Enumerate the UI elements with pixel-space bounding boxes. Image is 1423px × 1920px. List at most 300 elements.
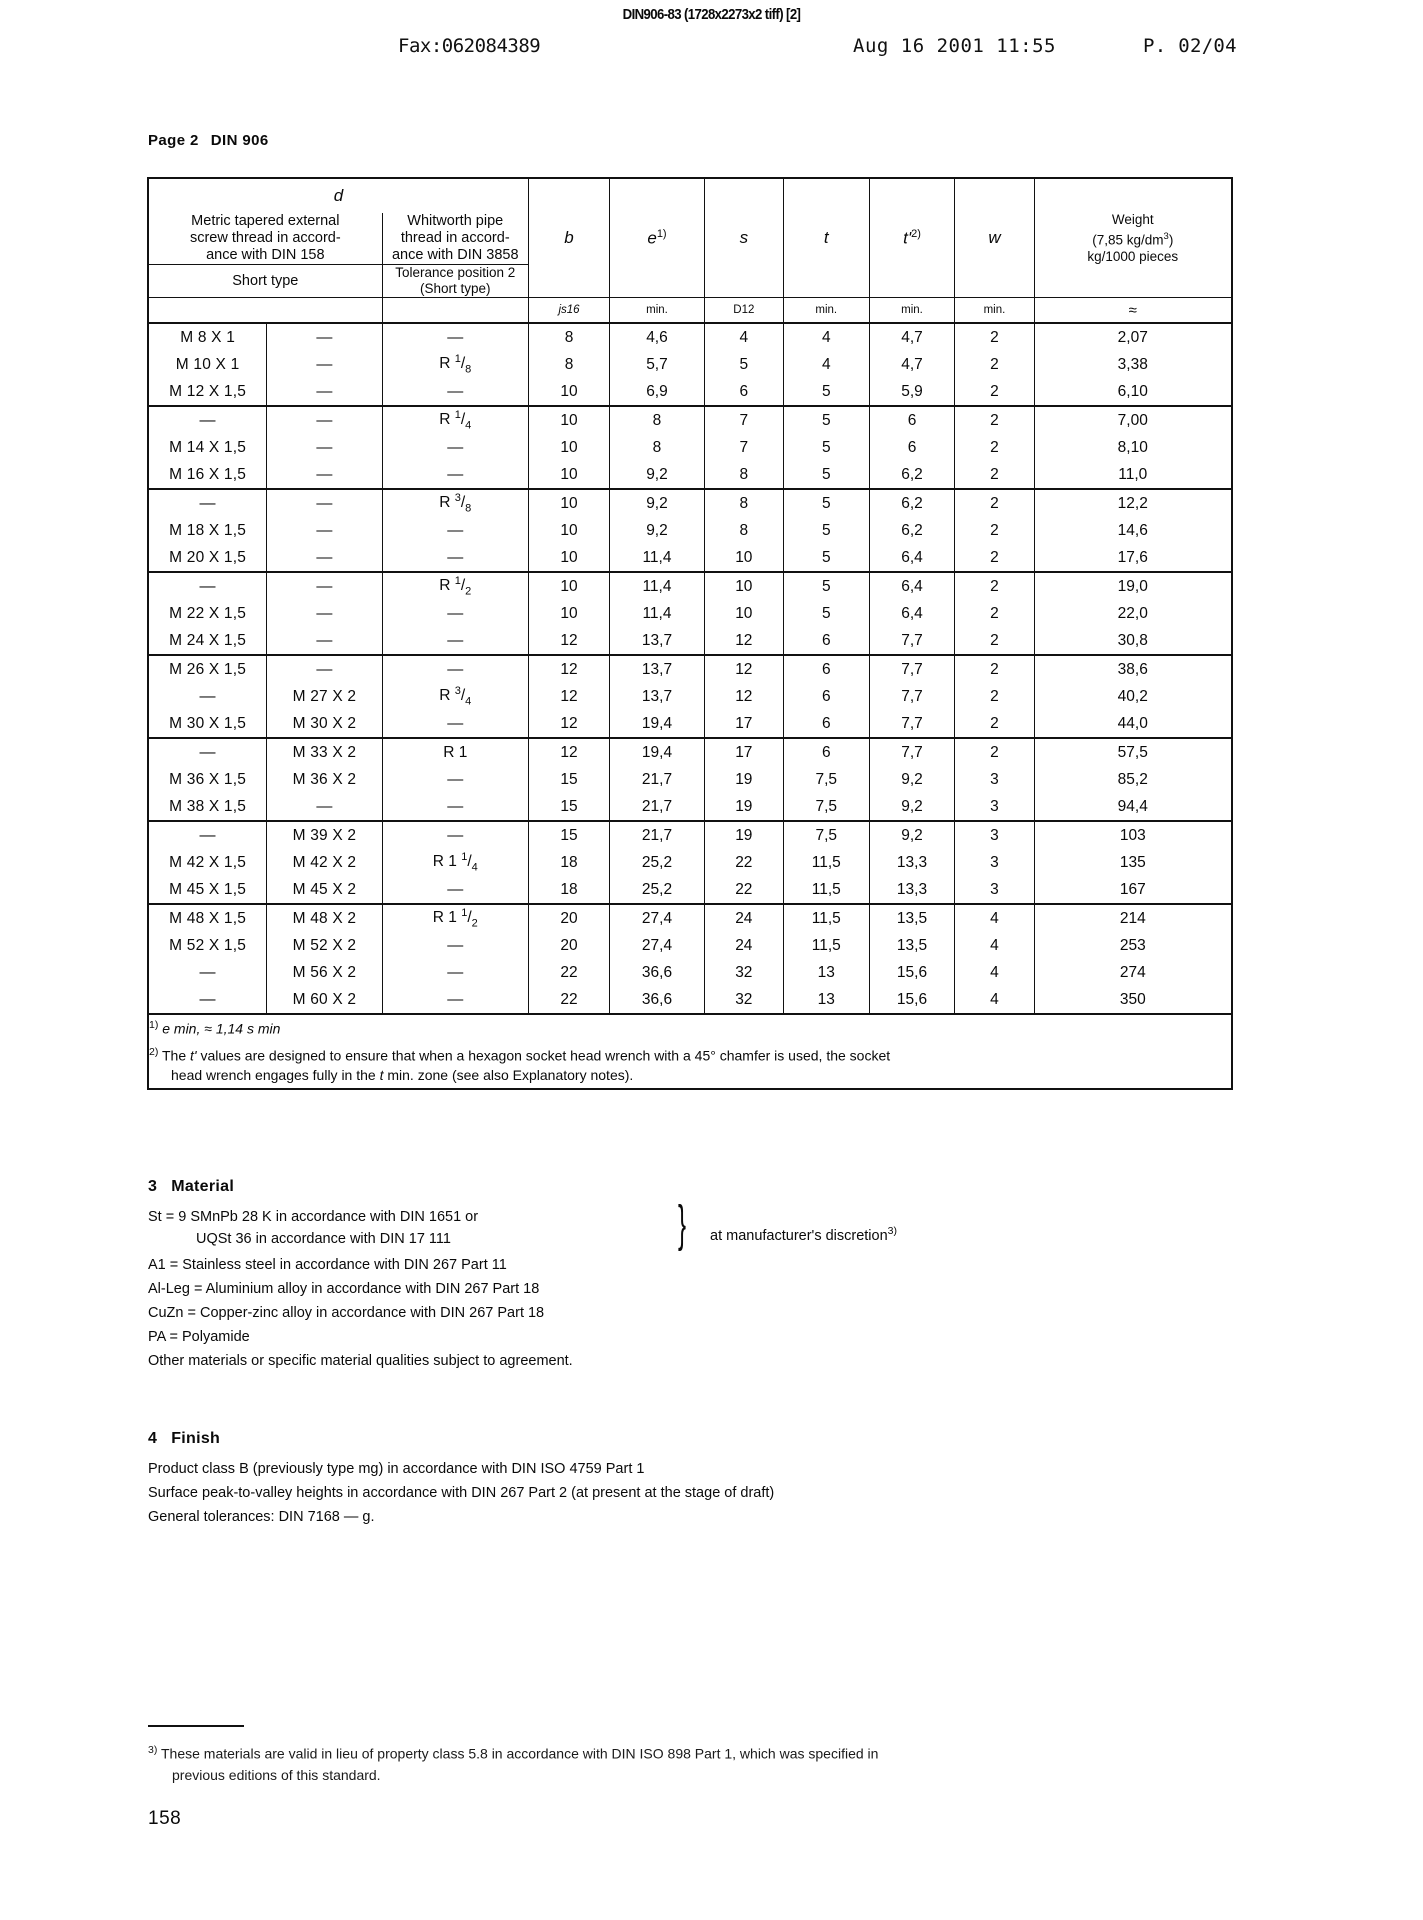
cell-w: 2: [955, 544, 1034, 572]
cell-b: 8: [528, 351, 609, 378]
cell-pipe-thread: —: [382, 821, 528, 849]
cell-pipe-thread: R $^3/_8$: [382, 489, 528, 517]
cell-t-prime: 6,2: [869, 489, 955, 517]
fax-document-title: DIN906-83 (1728x2273x2 tiff) [2]: [622, 6, 801, 23]
cell-t: 6: [783, 710, 869, 738]
cell-weight: 22,0: [1034, 600, 1232, 627]
cell-weight: 167: [1034, 876, 1232, 904]
cell-t: 5: [783, 434, 869, 461]
cell-t: 7,5: [783, 793, 869, 821]
cell-t-prime: 6,2: [869, 517, 955, 544]
cell-t: 6: [783, 683, 869, 710]
cell-e: 21,7: [610, 766, 705, 793]
cell-t: 5: [783, 544, 869, 572]
cell-metric-thread: M 12 X 1,5: [148, 378, 267, 406]
cell-s: 4: [704, 323, 783, 351]
cell-metric-thread-2: M 52 X 2: [267, 932, 382, 959]
cell-metric-thread-2: M 27 X 2: [267, 683, 382, 710]
cell-metric-thread-2: M 45 X 2: [267, 876, 382, 904]
material-line-a1: A1 = Stainless steel in accordance with DIN 267 Part 11: [148, 1257, 507, 1273]
cell-b: 8: [528, 323, 609, 351]
cell-t-prime: 4,7: [869, 323, 955, 351]
cell-pipe-thread: R 1 $^1/_4$: [382, 849, 528, 876]
cell-s: 19: [704, 793, 783, 821]
header-label-e-sup: 1): [656, 227, 667, 240]
cell-b: 15: [528, 793, 609, 821]
cell-t: 6: [783, 738, 869, 766]
cell-e: 36,6: [610, 959, 705, 986]
cell-weight: 214: [1034, 904, 1232, 932]
header-label-s: s: [739, 228, 749, 247]
cell-metric-thread-2: M 36 X 2: [267, 766, 382, 793]
cell-w: 2: [955, 323, 1034, 351]
cell-w: 2: [955, 489, 1034, 517]
cell-s: 10: [704, 572, 783, 600]
cell-t: 5: [783, 489, 869, 517]
cell-b: 20: [528, 904, 609, 932]
cell-metric-thread-2: —: [267, 627, 382, 655]
cell-weight: 274: [1034, 959, 1232, 986]
cell-e: 27,4: [610, 904, 705, 932]
cell-metric-thread-2: —: [267, 406, 382, 434]
header-unit-b: js16: [528, 298, 609, 324]
cell-s: 24: [704, 904, 783, 932]
table-row: [148, 655, 1232, 683]
cell-b: 10: [528, 461, 609, 489]
cell-weight: 30,8: [1034, 627, 1232, 655]
cell-metric-thread: M 52 X 1,5: [148, 932, 267, 959]
cell-weight: 103: [1034, 821, 1232, 849]
cell-t: 5: [783, 378, 869, 406]
footnote-1: $^{1)}$ e min, ≈ 1,14 s min: [149, 1019, 281, 1037]
cell-t-prime: 7,7: [869, 627, 955, 655]
cell-t-prime: 9,2: [869, 766, 955, 793]
cell-e: 9,2: [610, 517, 705, 544]
cell-b: 22: [528, 959, 609, 986]
section-finish: [148, 1430, 1248, 1530]
table-row: [148, 959, 1232, 986]
page-footnote-3-line2: previous editions of this standard.: [172, 1766, 381, 1783]
header-unit-t-prime: min.: [869, 298, 955, 324]
cell-pipe-thread: R 1 $^1/_2$: [382, 904, 528, 932]
header-label-e: e: [647, 228, 657, 248]
cell-s: 10: [704, 544, 783, 572]
cell-b: 10: [528, 434, 609, 461]
cell-s: 7: [704, 434, 783, 461]
section-finish-title: Finish: [171, 1430, 221, 1447]
header-cell-t: [783, 178, 869, 298]
cell-pipe-thread: —: [382, 986, 528, 1014]
cell-t-prime: 6,4: [869, 600, 955, 627]
cell-metric-thread: —: [148, 986, 267, 1014]
cell-t-prime: 13,5: [869, 932, 955, 959]
cell-pipe-thread: —: [382, 655, 528, 683]
cell-w: 2: [955, 738, 1034, 766]
cell-b: 12: [528, 627, 609, 655]
table-row: [148, 461, 1232, 489]
header-unit-s: D12: [704, 298, 783, 324]
cell-t: 5: [783, 572, 869, 600]
cell-w: 2: [955, 517, 1034, 544]
cell-metric-thread-2: M 60 X 2: [267, 986, 382, 1014]
cell-w: 3: [955, 849, 1034, 876]
cell-s: 10: [704, 600, 783, 627]
cell-t: 7,5: [783, 821, 869, 849]
cell-t-prime: 6,4: [869, 572, 955, 600]
finish-line-product-class: Product class B (previously type mg) in accordance with DIN ISO 4759 Part 1: [148, 1461, 645, 1477]
table-row: [148, 904, 1232, 932]
material-line-alleg: Al-Leg = Aluminium alloy in accordance with DIN 267 Part 18: [148, 1281, 540, 1297]
cell-t-prime: 13,3: [869, 876, 955, 904]
header-weight-line3: kg/1000 pieces: [1087, 249, 1179, 265]
cell-t: 5: [783, 461, 869, 489]
table-row: [148, 849, 1232, 876]
cell-e: 11,4: [610, 544, 705, 572]
cell-b: 18: [528, 876, 609, 904]
cell-b: 10: [528, 517, 609, 544]
cell-s: 32: [704, 986, 783, 1014]
cell-metric-thread: M 16 X 1,5: [148, 461, 267, 489]
cell-metric-thread-2: —: [267, 378, 382, 406]
section-material: [148, 1178, 1248, 1374]
cell-t: 11,5: [783, 932, 869, 959]
cell-metric-thread: M 38 X 1,5: [148, 793, 267, 821]
cell-metric-thread-2: M 42 X 2: [267, 849, 382, 876]
cell-s: 17: [704, 710, 783, 738]
cell-w: 2: [955, 434, 1034, 461]
dimensions-table-container: [147, 177, 1233, 1090]
table-row: [148, 986, 1232, 1014]
cell-s: 22: [704, 876, 783, 904]
cell-pipe-thread: R $^1/_2$: [382, 572, 528, 600]
material-steel-group: [148, 1196, 1248, 1252]
cell-pipe-thread: R 1: [382, 738, 528, 766]
cell-w: 2: [955, 655, 1034, 683]
cell-w: 2: [955, 627, 1034, 655]
cell-e: 21,7: [610, 821, 705, 849]
cell-pipe-thread: —: [382, 434, 528, 461]
header-unit-weight: ≈: [1034, 298, 1232, 324]
cell-metric-thread-2: —: [267, 572, 382, 600]
cell-w: 3: [955, 766, 1034, 793]
cell-s: 12: [704, 655, 783, 683]
cell-b: 15: [528, 821, 609, 849]
table-row: [148, 738, 1232, 766]
cell-metric-thread: M 45 X 1,5: [148, 876, 267, 904]
cell-t: 11,5: [783, 876, 869, 904]
header-cell-d: d: [148, 178, 528, 213]
header-weight-line2: (7,85 $kg/dm^3$): [1092, 230, 1174, 248]
cell-t: 13: [783, 986, 869, 1014]
page-label: [148, 132, 269, 149]
cell-w: 2: [955, 406, 1034, 434]
cell-t-prime: 7,7: [869, 710, 955, 738]
cell-metric-thread: —: [148, 683, 267, 710]
cell-w: 4: [955, 904, 1034, 932]
page-label-page: Page 2: [148, 132, 199, 149]
cell-t: 5: [783, 600, 869, 627]
cell-pipe-thread: —: [382, 600, 528, 627]
cell-e: 27,4: [610, 932, 705, 959]
cell-metric-thread-2: —: [267, 351, 382, 378]
cell-s: 12: [704, 627, 783, 655]
section-material-body: [148, 1196, 1248, 1372]
cell-t-prime: 6,4: [869, 544, 955, 572]
cell-weight: 38,6: [1034, 655, 1232, 683]
cell-metric-thread: —: [148, 489, 267, 517]
cell-s: 5: [704, 351, 783, 378]
cell-e: 8: [610, 406, 705, 434]
cell-metric-thread: M 48 X 1,5: [148, 904, 267, 932]
table-row: [148, 793, 1232, 821]
footnote-divider: [148, 1725, 244, 1727]
cell-weight: 6,10: [1034, 378, 1232, 406]
header-label-t-prime: t': [903, 228, 912, 248]
cell-e: 13,7: [610, 683, 705, 710]
cell-metric-thread: M 14 X 1,5: [148, 434, 267, 461]
fax-header-line: [0, 35, 1423, 65]
cell-w: 3: [955, 793, 1034, 821]
table-row: [148, 517, 1232, 544]
table-row: [148, 932, 1232, 959]
page-footnote-3-line1: These materials are valid in lieu of property class 5.8 in accordance with DIN ISO 898 Part 1, which was specified in: [160, 1745, 879, 1762]
footnote-2: $^{2)}$ The t' values are designed to ensure that when a hexagon socket head wrench with a 45° chamfer is used, the socket head wrench engages fully in the t min. zone (see also Explanatory notes).: [149, 1042, 1231, 1086]
cell-pipe-thread: —: [382, 461, 528, 489]
table-footnote-cell: [148, 1014, 1232, 1089]
header-label-w: w: [988, 228, 1001, 247]
cell-e: 13,7: [610, 627, 705, 655]
finish-line-surface: Surface peak-to-valley heights in accordance with DIN 267 Part 2 (at present at the stage of draft): [148, 1485, 775, 1501]
cell-b: 10: [528, 572, 609, 600]
cell-b: 12: [528, 683, 609, 710]
table-footnotes: [148, 1014, 1232, 1089]
cell-e: 11,4: [610, 600, 705, 627]
cell-b: 12: [528, 655, 609, 683]
cell-e: 13,7: [610, 655, 705, 683]
fax-timestamp: Aug 16 2001 11:55: [853, 35, 1056, 57]
header-label-b: b: [564, 228, 574, 247]
cell-weight: 94,4: [1034, 793, 1232, 821]
cell-t: 5: [783, 406, 869, 434]
cell-metric-thread-2: —: [267, 544, 382, 572]
page-number: 158: [148, 1808, 182, 1829]
cell-e: 5,7: [610, 351, 705, 378]
cell-e: 4,6: [610, 323, 705, 351]
cell-w: 4: [955, 959, 1034, 986]
header-cell-s: [704, 178, 783, 298]
cell-b: 15: [528, 766, 609, 793]
page-label-standard: DIN 906: [210, 132, 269, 149]
cell-t: 4: [783, 351, 869, 378]
cell-w: 2: [955, 710, 1034, 738]
cell-weight: 3,38: [1034, 351, 1232, 378]
header-unit-e: min.: [610, 298, 705, 324]
section-finish-body: [148, 1458, 1248, 1528]
cell-b: 10: [528, 378, 609, 406]
cell-metric-thread-2: M 56 X 2: [267, 959, 382, 986]
cell-metric-thread-2: —: [267, 793, 382, 821]
page-footnote-3-marker: 3): [148, 1744, 158, 1756]
cell-metric-thread: M 20 X 1,5: [148, 544, 267, 572]
cell-t-prime: 13,3: [869, 849, 955, 876]
cell-pipe-thread: —: [382, 627, 528, 655]
cell-metric-thread: —: [148, 406, 267, 434]
cell-e: 11,4: [610, 572, 705, 600]
cell-b: 10: [528, 406, 609, 434]
cell-weight: 8,10: [1034, 434, 1232, 461]
cell-s: 24: [704, 932, 783, 959]
cell-t: 5: [783, 517, 869, 544]
cell-metric-thread-2: M 39 X 2: [267, 821, 382, 849]
table-row: [148, 378, 1232, 406]
cell-b: 18: [528, 849, 609, 876]
cell-b: 10: [528, 489, 609, 517]
header-cell-whitworth-thread: Whitworth pipe thread in accord- ance with DIN 3858: [382, 213, 528, 265]
cell-pipe-thread: —: [382, 793, 528, 821]
cell-metric-thread-2: —: [267, 489, 382, 517]
cell-e: 25,2: [610, 876, 705, 904]
section-material-heading: [148, 1178, 1248, 1196]
cell-e: 19,4: [610, 710, 705, 738]
cell-t-prime: 4,7: [869, 351, 955, 378]
table-row: [148, 572, 1232, 600]
cell-b: 22: [528, 986, 609, 1014]
section-finish-heading: [148, 1430, 1248, 1448]
cell-e: 19,4: [610, 738, 705, 766]
cell-metric-thread: —: [148, 738, 267, 766]
table-row: [148, 489, 1232, 517]
cell-pipe-thread: —: [382, 959, 528, 986]
cell-b: 12: [528, 710, 609, 738]
header-cell-e: [610, 178, 705, 298]
cell-b: 10: [528, 544, 609, 572]
table-row: [148, 544, 1232, 572]
cell-s: 6: [704, 378, 783, 406]
material-discretion-note: at manufacturer's discretion$^{3)}$: [710, 1225, 897, 1244]
cell-t-prime: 7,7: [869, 655, 955, 683]
header-unit-t: min.: [783, 298, 869, 324]
table-row: [148, 876, 1232, 904]
cell-s: 8: [704, 461, 783, 489]
cell-metric-thread: M 36 X 1,5: [148, 766, 267, 793]
cell-weight: 44,0: [1034, 710, 1232, 738]
cell-metric-thread: M 10 X 1: [148, 351, 267, 378]
table-row: [148, 766, 1232, 793]
material-line-uqst: UQSt 36 in accordance with DIN 17 111: [196, 1231, 451, 1247]
header-row-units: [148, 298, 1232, 324]
cell-weight: 14,6: [1034, 517, 1232, 544]
header-cell-tolerance-position: Tolerance position 2 (Short type): [382, 265, 528, 298]
cell-t-prime: 6: [869, 434, 955, 461]
header-cell-metric-thread: Metric tapered external screw thread in accord- ance with DIN 158: [148, 213, 382, 265]
cell-weight: 19,0: [1034, 572, 1232, 600]
header-cell-b: [528, 178, 609, 298]
header-cell-t-prime: [869, 178, 955, 298]
cell-metric-thread-2: —: [267, 600, 382, 627]
cell-weight: 12,2: [1034, 489, 1232, 517]
table-row: [148, 600, 1232, 627]
cell-e: 9,2: [610, 489, 705, 517]
cell-pipe-thread: R $^1/_4$: [382, 406, 528, 434]
table-header: [148, 178, 1232, 323]
cell-s: 7: [704, 406, 783, 434]
cell-e: 21,7: [610, 793, 705, 821]
cell-metric-thread: M 42 X 1,5: [148, 849, 267, 876]
cell-t-prime: 6,2: [869, 461, 955, 489]
header-unit-w: min.: [955, 298, 1034, 324]
cell-t-prime: 6: [869, 406, 955, 434]
cell-weight: 40,2: [1034, 683, 1232, 710]
table-row: [148, 434, 1232, 461]
cell-s: 8: [704, 489, 783, 517]
cell-s: 22: [704, 849, 783, 876]
table-row: [148, 821, 1232, 849]
cell-t-prime: 9,2: [869, 793, 955, 821]
cell-weight: 135: [1034, 849, 1232, 876]
cell-w: 3: [955, 876, 1034, 904]
cell-w: 2: [955, 683, 1034, 710]
cell-weight: 11,0: [1034, 461, 1232, 489]
cell-b: 12: [528, 738, 609, 766]
fax-page-counter: P. 02/04: [1143, 35, 1237, 57]
cell-metric-thread: —: [148, 572, 267, 600]
header-cell-short-type: Short type: [148, 265, 382, 298]
cell-metric-thread-2: —: [267, 655, 382, 683]
section-material-title: Material: [171, 1178, 235, 1195]
cell-s: 12: [704, 683, 783, 710]
table-row: [148, 683, 1232, 710]
cell-b: 10: [528, 600, 609, 627]
page-footnote-3: [148, 1740, 1238, 1786]
cell-t-prime: 7,7: [869, 738, 955, 766]
header-row-d: [148, 178, 1232, 213]
cell-e: 8: [610, 434, 705, 461]
header-label-t: t: [823, 228, 829, 247]
cell-t-prime: 9,2: [869, 821, 955, 849]
header-cell-w: [955, 178, 1034, 298]
footnote-2-line2: head wrench engages fully in the t min. zone (see also Explanatory notes).: [171, 1067, 634, 1084]
cell-weight: 350: [1034, 986, 1232, 1014]
cell-metric-thread: M 18 X 1,5: [148, 517, 267, 544]
cell-t: 11,5: [783, 849, 869, 876]
cell-metric-thread-2: —: [267, 517, 382, 544]
cell-e: 6,9: [610, 378, 705, 406]
cell-t: 7,5: [783, 766, 869, 793]
cell-t: 6: [783, 655, 869, 683]
table-row: [148, 323, 1232, 351]
header-unit-blank2: [267, 298, 382, 324]
cell-t: 6: [783, 627, 869, 655]
cell-pipe-thread: —: [382, 932, 528, 959]
cell-metric-thread: M 24 X 1,5: [148, 627, 267, 655]
cell-t: 13: [783, 959, 869, 986]
section-material-number: 3: [148, 1178, 158, 1195]
material-line-other: Other materials or specific material qualities subject to agreement.: [148, 1353, 573, 1369]
material-line-st: St = 9 SMnPb 28 K in accordance with DIN 1651 or: [148, 1209, 479, 1225]
cell-w: 2: [955, 572, 1034, 600]
cell-w: 3: [955, 821, 1034, 849]
cell-e: 9,2: [610, 461, 705, 489]
table-row: [148, 351, 1232, 378]
cell-metric-thread: —: [148, 821, 267, 849]
cell-metric-thread: M 8 X 1: [148, 323, 267, 351]
header-unit-blank3: [382, 298, 528, 324]
cell-metric-thread: M 22 X 1,5: [148, 600, 267, 627]
cell-metric-thread: M 26 X 1,5: [148, 655, 267, 683]
curly-brace-icon: }: [678, 1196, 687, 1252]
cell-weight: 57,5: [1034, 738, 1232, 766]
table-row: [148, 627, 1232, 655]
